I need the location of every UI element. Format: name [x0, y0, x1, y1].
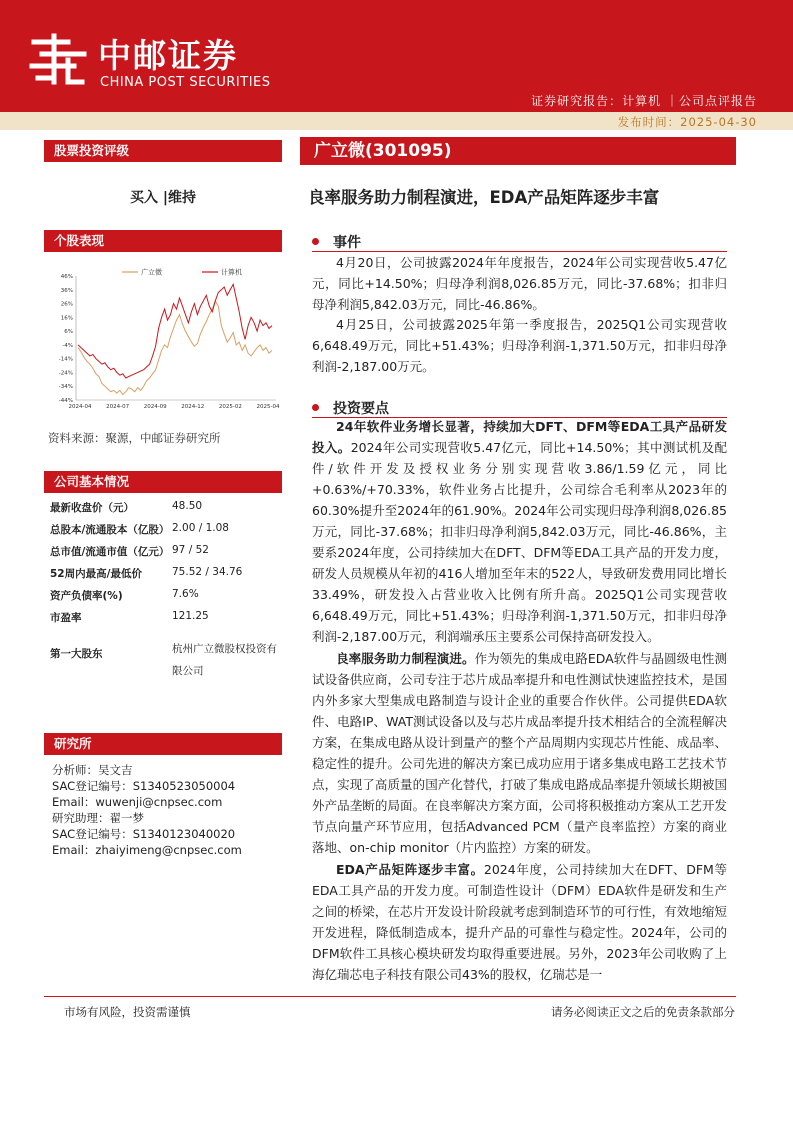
analyst-line: 研究助理：翟一梦 [52, 811, 144, 825]
x-tick-label: 2024-09 [143, 404, 167, 410]
report-type: 证券研究报告：计算机 ｜公司点评报告 [531, 94, 757, 108]
info-value: 2.00 / 1.08 [172, 522, 229, 534]
brand-name-cn: 中邮证券 [98, 36, 238, 75]
info-label: 52周内最高/最低价 [50, 568, 142, 580]
research-header: 研究所 [44, 733, 282, 755]
rating-value: 买入 |维持 [130, 190, 196, 206]
y-tick-label: -44% [58, 398, 73, 404]
analyst-email-link[interactable]: Email：zhaiyimeng@cnpsec.com [52, 843, 242, 857]
highlight-paragraph: EDA产品矩阵逐步丰富。2024年度，公司持续加大在DFT、DFM等EDA工具产品的开发力度。可制造性设计（DFM）EDA软件是研发和生产之间的桥梁，在芯片开发设计阶段就考虑到制造环节的可行性，有效地缩短开发进程，降低制造成本，提升产品的可靠性与稳定性。2024年，公司的DFM软件工具核心模块研发均取得重要进展。另外，2023年公司收购了上海亿瑞芯电子科技有限公司43%的股权，亿瑞芯是一 [312, 862, 727, 982]
y-tick-label: -34% [58, 384, 73, 391]
y-tick-label: 26% [60, 301, 73, 308]
info-value: 75.52 / 34.76 [172, 566, 243, 578]
info-value: 杭州广立微股权投资有限公司 [172, 643, 277, 677]
section-event-heading: 事件 [312, 232, 361, 252]
stock-performance-chart [52, 262, 282, 412]
info-label: 总股本/流通股本（亿股） [50, 524, 170, 536]
analyst-line: 分析师：吴文吉 [52, 763, 133, 777]
event-paragraph: 4月20日，公司披露2024年年度报告，2024年公司实现营收5.47亿元，同比+14.50%；归母净利润8,026.85万元，同比-37.68%；扣非归母净利润5,842.03万元，同比-46.86%。 [312, 255, 727, 312]
performance-header: 个股表现 [44, 230, 282, 252]
analyst-line: SAC登记编号：S1340123040020 [52, 827, 236, 841]
chart-axis [76, 276, 276, 400]
company-title-bar: 广立微(301095) [300, 137, 736, 165]
rating-header: 股票投资评级 [44, 140, 282, 162]
series-line-index [78, 284, 272, 378]
chart-source: 资料来源：聚源，中邮证券研究所 [48, 431, 221, 445]
analyst-email-link[interactable]: Email：wuwenji@cnpsec.com [52, 795, 223, 809]
y-tick-label: 6% [64, 329, 73, 336]
footer-disclaimer: 请务必阅读正文之后的免责条款部分 [551, 1005, 735, 1019]
info-value: 7.6% [172, 588, 199, 600]
report-title: 良率服务助力制程演进，EDA产品矩阵逐步丰富 [308, 188, 660, 207]
brand-name-en: CHINA POST SECURITIES [100, 75, 271, 90]
highlight-paragraph: 良率服务助力制程演进。作为领先的集成电路EDA软件与晶圆级电性测试设备供应商，公司专注于芯片成品率提升和电性测试快速监控技术，是国内外多家大型集成电路制造与设计企业的重要合作伙伴。公司提供EDA软件、电路IP、WAT测试设备以及与芯片成品率提升技术相结合的全流程解决方案，在集成电路从设计到量产的整个产品周期内实现芯片性能、成品率、稳定性的提升。公司先进的解决方案已成功应用于诸多集成电路工艺技术节点，实现了高质量的国产化替代，打破了集成电路成品率提升领域长期被国外产品垄断的局面。在良率解决方案方面，公司将积极推动方案从工艺开发节点向量产环节应用，包括Advanced PCM（量产良率监控）方案的商业落地、on-chip monitor（片内监控）方案的研发。 [312, 651, 727, 855]
y-tick-label: 46% [60, 274, 73, 280]
footer-divider [44, 996, 736, 997]
highlight-paragraph: 24年软件业务增长显著，持续加大DFT、DFM等EDA工具产品研发投入。2024年公司实现营收5.47亿元，同比+14.50%；其中测试机及配件/软件开发及授权业务分别实现营收3.86/1.59亿元，同比+0.63%/+70.33%，软件业务占比提升，公司综合毛利率从2023年的60.30%提升至2024年的61.90%。2024年公司实现归母净利润8,026.85万元，同比-37.68%；扣非归母净利润5,842.03万元，同比-46.86%，主要系2024年度，公司持续加大在DFT、DFM等EDA工具产品的开发力度，研发人员规模从年初的416人增加至年末的522人，导致研发费用同比增长33.49%，研发投入占营业收入比例有所升高。2025Q1公司实现营收6,648.49万元，同比+51.43%；归母净利润-1,371.50万元，扣非归母净利润-2,187.00万元，利润端承压主要系公司保持高研发投入。 [312, 419, 727, 644]
info-label: 总市值/流通市值（亿元） [50, 546, 170, 558]
info-value: 97 / 52 [172, 544, 209, 556]
bullet-dot-icon [312, 404, 319, 411]
legend-label: 广立微 [141, 268, 162, 277]
bullet-dot-icon [312, 238, 319, 245]
x-tick-label: 2024-12 [181, 404, 205, 410]
event-paragraph: 4月25日，公司披露2025年第一季度报告，2025Q1公司实现营收6,648.49万元，同比+51.43%；归母净利润-1,371.50万元，扣非归母净利润-2,187.00万元。 [312, 317, 727, 374]
y-tick-label: -14% [58, 356, 73, 363]
x-tick-label: 2024-04 [68, 404, 92, 410]
series-line-stock [78, 301, 272, 395]
x-tick-label: 2025-04 [256, 404, 280, 410]
y-tick-label: 36% [60, 287, 73, 294]
info-label: 资产负债率(%) [50, 590, 123, 602]
footer-risk-note: 市场有风险，投资需谨慎 [64, 1005, 191, 1019]
info-value: 121.25 [172, 610, 209, 622]
y-tick-label: -24% [58, 370, 73, 377]
x-tick-label: 2024-07 [106, 404, 130, 410]
legend-label: 计算机 [221, 268, 242, 277]
info-label: 第一大股东 [50, 648, 103, 660]
section-highlights-heading: 投资要点 [312, 398, 389, 418]
analyst-line: SAC登记编号：S1340523050004 [52, 779, 236, 793]
info-label: 最新收盘价（元） [50, 502, 134, 514]
info-label: 市盈率 [50, 612, 82, 624]
x-tick-label: 2025-02 [218, 404, 242, 410]
info-value: 48.50 [172, 500, 203, 512]
china-post-logo-icon [28, 30, 90, 88]
y-tick-label: -4% [62, 342, 73, 349]
publish-date: 发布时间：2025-04-30 [617, 115, 757, 129]
basic-info-header: 公司基本情况 [44, 471, 282, 493]
y-tick-label: 16% [60, 315, 73, 322]
